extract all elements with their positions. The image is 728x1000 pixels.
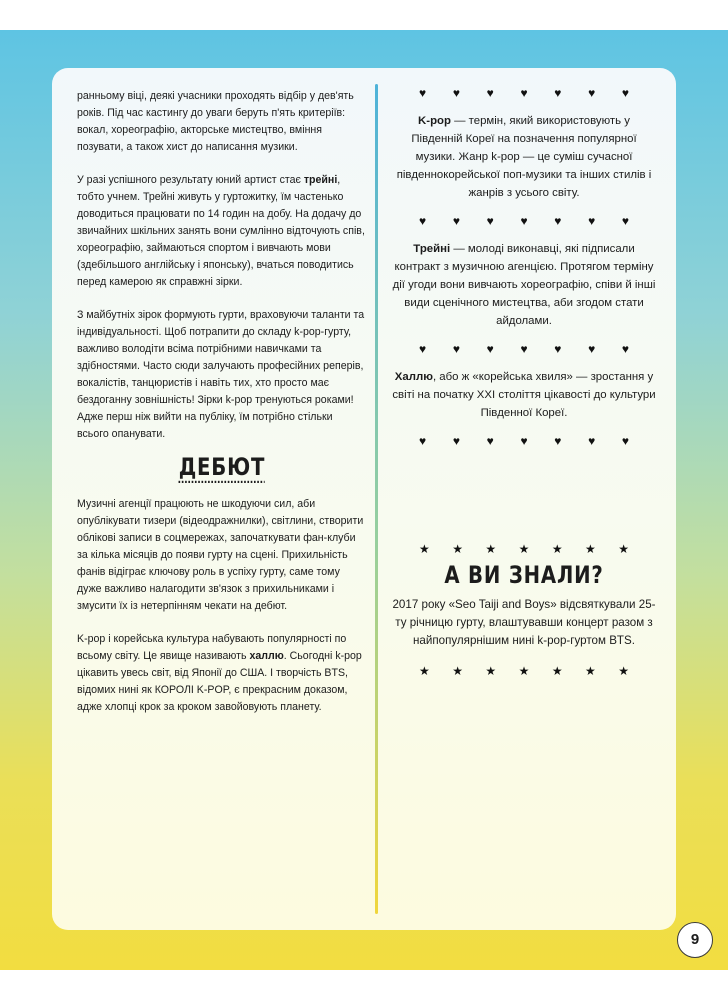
- column-divider: [375, 84, 378, 914]
- definition-trainee: Трейні — молоді виконавці, які підписали контракт з музичною агенцією. Протягом терміну дії угоди вони вивчають хореографію, співи й інші види сценічного мистецтва, аби згодом стати айдолами.: [392, 243, 656, 327]
- heart-icon: ♥: [520, 342, 528, 356]
- definition-hallyu: Халлю, або ж «корейська хвиля» — зростання у світі на початку XXI століття цікавості до культури Південної Кореї.: [392, 371, 656, 419]
- paragraph-casting: ранньому віці, деякі учасники проходять відбір у дев'ять років. Під час кастингу до уваги беруть п'ять критеріїв: вокал, хореографію, акторське мистецтво, вміння позувати, а також хист до написання музики.: [77, 90, 354, 153]
- stars-divider: [392, 664, 656, 678]
- star-icon: ★: [551, 542, 563, 556]
- did-you-know-text: 2017 року «Seo Taiji and Boys» відсвяткували 25-ту річницю гурту, влаштувавши концерт разом з найпопулярнішим нині k-pop-гуртом BTS.: [392, 598, 656, 647]
- heart-icon: ♥: [486, 342, 494, 356]
- heart-icon: ♥: [554, 86, 562, 100]
- heart-icon: ♥: [621, 214, 629, 228]
- heart-icon: ♥: [554, 214, 562, 228]
- star-icon: ★: [419, 664, 430, 678]
- heart-icon: ♥: [452, 86, 460, 100]
- left-column: [77, 88, 367, 732]
- did-you-know-title: А ВИ ЗНАЛИ?: [444, 561, 604, 589]
- star-icon: ★: [551, 664, 563, 678]
- hearts-divider: [392, 434, 656, 448]
- star-icon: ★: [618, 664, 629, 678]
- heart-icon: ♥: [486, 214, 494, 228]
- star-icon: ★: [485, 542, 497, 556]
- term-hallyu: халлю: [249, 650, 284, 662]
- star-icon: ★: [452, 664, 463, 678]
- star-icon: ★: [518, 542, 530, 556]
- hearts-divider: [392, 342, 656, 356]
- heart-icon: ♥: [452, 214, 460, 228]
- heart-icon: ♥: [520, 214, 528, 228]
- star-icon: ★: [585, 542, 596, 556]
- heart-icon: ♥: [588, 214, 596, 228]
- heart-icon: ♥: [554, 342, 562, 356]
- hearts-divider: [392, 214, 656, 228]
- paragraph-agencies: Музичні агенції працюють не шкодуючи сил, аби опублікувати тизери (відеодражнилки), світлини, створити облікові записи в соцмережах, започаткувати фан-клуби за кілька місяців до появи гурту на сцені. Прихильність фанів відіграє ключову роль в успіху гурту, саме тому дуже важливо налагодити зв'язок з прихильниками і змусити їх із нетерпінням чекати на дебют.: [77, 498, 364, 612]
- star-icon: ★: [452, 542, 463, 556]
- heart-icon: ♥: [621, 86, 629, 100]
- heart-icon: ♥: [588, 342, 596, 356]
- star-icon: ★: [419, 542, 430, 556]
- heart-icon: ♥: [486, 434, 494, 448]
- heart-icon: ♥: [486, 86, 494, 100]
- term-trainee: трейні: [303, 174, 338, 186]
- heart-icon: ♥: [520, 434, 528, 448]
- heart-icon: ♥: [419, 434, 427, 448]
- star-icon: ★: [618, 542, 629, 556]
- heart-icon: ♥: [621, 342, 629, 356]
- page-number: 9: [677, 922, 713, 958]
- section-heading-debut: ДЕБЮТ: [178, 453, 266, 481]
- heart-icon: ♥: [419, 342, 427, 356]
- heart-icon: ♥: [419, 214, 427, 228]
- paragraph-groups: З майбутніх зірок формують гурти, враховуючи таланти та індивідуальності. Щоб потрапити до складу k-pop-гурту, важливо володіти всіма потрібними навичками та здібностями. Часто сюди залучають професійних реперів, вокалістів, танцюристів і навіть тих, хто просто має бездоганну зовнішність! Зірки k-pop тренуються роками! Адже перш ніж вийти на публіку, їм потрібно стільки всього опанувати.: [77, 309, 365, 440]
- heart-icon: ♥: [452, 342, 460, 356]
- heart-icon: ♥: [554, 434, 562, 448]
- hearts-divider: [392, 86, 656, 100]
- stars-divider: [392, 542, 656, 556]
- heart-icon: ♥: [588, 86, 596, 100]
- star-icon: ★: [485, 664, 497, 678]
- star-icon: ★: [585, 664, 596, 678]
- paragraph-trainee: У разі успішного результату юний артист стає трейні, тобто учнем. Трейні живуть у гуртожитку, їм частенько доводиться працювати по 14 годин на добу. На додачу до звичайних шкільних занять вони сумлінно відточують спів, хореографію, займаються спортом і вивчають мови (здебільшого англійську і японську), вчаться поводитись перед камерою як справжні зірки.: [77, 174, 365, 288]
- heart-icon: ♥: [520, 86, 528, 100]
- heart-icon: ♥: [621, 434, 629, 448]
- definition-kpop: K-pop — термін, який використовують у Південній Кореї на позначення популярної музики. Жанр k-pop — це суміш сучасної південнокорейської поп-музики та інших стилів і жанрів з усього світу.: [396, 115, 652, 199]
- heart-icon: ♥: [588, 434, 596, 448]
- right-column: [392, 86, 656, 678]
- heart-icon: ♥: [419, 86, 427, 100]
- heart-icon: ♥: [452, 434, 460, 448]
- star-icon: ★: [518, 664, 530, 678]
- paragraph-hallyu: K-pop і корейська культура набувають популярності по всьому світу. Це явище називають халлю. Сьогодні k-pop цікавить увесь світ, від Японії до США. І творчість BTS, відомих нині як КОРОЛІ K-POP, є прекрасним доказом, адже хлопці крок за кроком завойовують планету.: [77, 633, 362, 713]
